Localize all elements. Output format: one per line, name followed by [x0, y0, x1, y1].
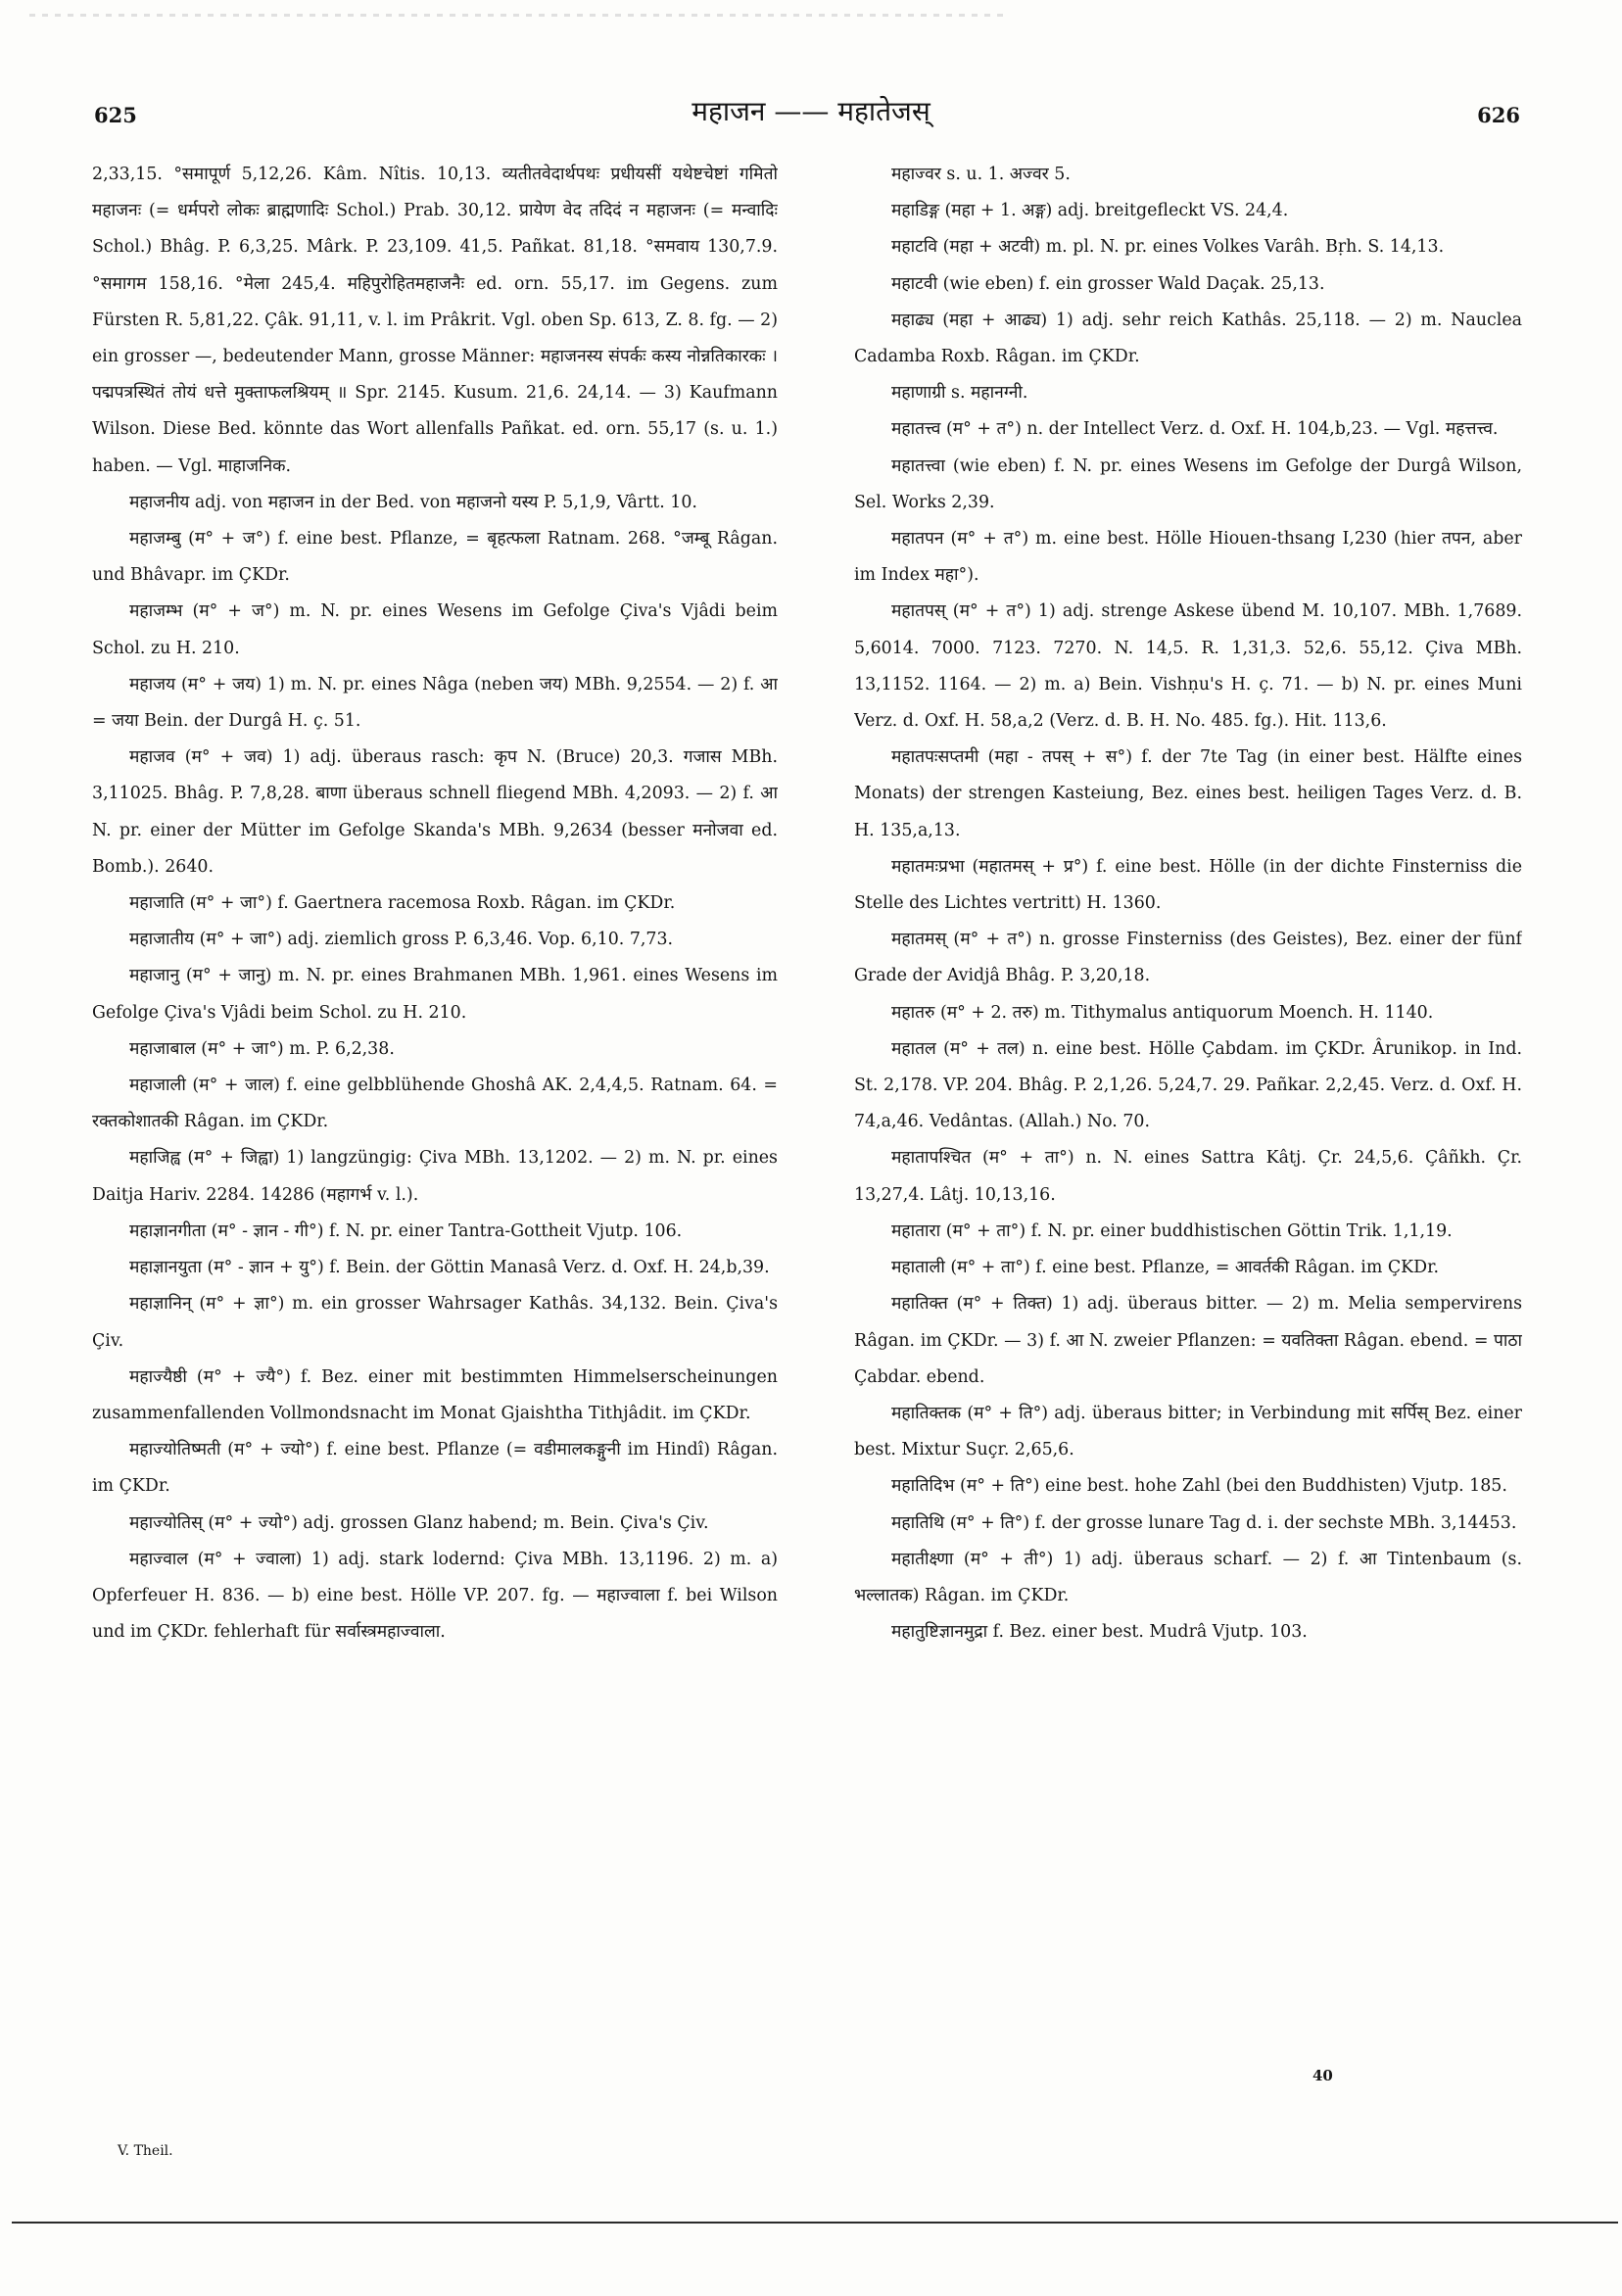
entry-continuation: 2,33,15. °समापूर्ण 5,12,26. Kâm. Nîtis. 10,13. व्यतीतवेदार्थपथः प्रधीयसीं यथेष्टचेष्टां गमितो महाजनः (= धर्मपरो लोकः ब्राह्मणादिः Schol.) Prab. 30,12. प्रायेण वेद तदिदं न महाजनः (= मन्वादिः Schol.) Bhâg. P. 6,3,25. Mârk. P. 23,109. 41,5. Pañkat. 81,18. °समवाय 130,7.9. °समागम 158,16. °मेला 245,4. महिपुरोहितमहाजनैः ed. orn. 55,17. im Gegens. zum Fürsten R. 5,81,22. Çâk. 91,11, v. l. im Prâkrit. Vgl. oben Sp. 613, Z. 8. fg. — 2) ein grosser —, bedeutender Mann, grosse Männer: महाजनस्य संपर्कः कस्य नोन्नतिकारकः । पद्मपत्रस्थितं तोयं धत्ते मुक्ताफलश्रियम् ॥ Spr. 2145. Kusum. 21,6. 24,14. — 3) Kaufmann Wilson. Diese Bed. könnte das Wort allenfalls Pañkat. ed. orn. 55,17 (s. u. 1.) haben. — Vgl. माहाजनिक.: [92, 165, 778, 476]
dictionary-entry: महाजनीय adj. von महाजन in der Bed. von महाजनो यस्य P. 5,1,9, Vârtt. 10.: [129, 492, 697, 512]
dictionary-entry: महातपन (म° + त°) m. eine best. Hölle Hiouen-thsang I,230 (hier तपन, aber im Index महा°).: [854, 529, 1522, 586]
page-number-right: 626: [1477, 103, 1520, 127]
dictionary-entry: महातिक्त (म° + तिक्त) 1) adj. überaus bitter. — 2) m. Melia sempervirens Râgan. im ÇKDr. — 3) f. आ N. zweier Pflanzen: = यवतिक्ता Râgan. ebend. = पाठा Çabdar. ebend.: [854, 1294, 1522, 1387]
dictionary-entry: महातमस् (म° + त°) n. grosse Finsterniss (des Geistes), Bez. einer der fünf Grade der Avidjâ Bhâg. P. 3,20,18.: [854, 930, 1522, 986]
dictionary-entry: महातिथि (म° + ति°) f. der grosse lunare Tag d. i. der sechste MBh. 3,14453.: [891, 1512, 1517, 1533]
dictionary-entry: महाज्योतिस् (म° + ज्यो°) adj. grossen Glanz habend; m. Bein. Çiva's Çiv.: [129, 1512, 709, 1533]
dictionary-entry: महाजय (म° + जय) 1) m. N. pr. eines Nâga (neben जय) MBh. 9,2554. — 2) f. आ = जया Bein. der Durgâ H. ç. 51.: [92, 674, 778, 732]
dictionary-entry: महाडिङ्ग (महा + 1. अङ्ग) adj. breitgefleckt VS. 24,4.: [891, 201, 1289, 221]
dictionary-entry: महाजव (म° + जव) 1) adj. überaus rasch: कृप N. (Bruce) 20,3. गजास MBh. 3,11025. Bhâg. P. 7,8,28. बाणा überaus schnell fliegend MBh. 4,2093. — 2) f. आ N. pr. einer der Mütter im Gefolge Skanda's MBh. 9,2634 (besser मनोजवा ed. Bomb.). 2640.: [92, 747, 778, 877]
dictionary-entry: महाजाली (म° + जाल) f. eine gelbblühende Ghoshâ AK. 2,4,4,5. Ratnam. 64. = रक्तकोशातकी Râgan. im ÇKDr.: [92, 1076, 778, 1132]
dictionary-entry: महातल (म° + तल) n. eine best. Hölle Çabdam. im ÇKDr. Ârunikop. in Ind. St. 2,178. VP. 204. Bhâg. P. 2,1,26. 5,24,7. 29. Pañkar. 2,2,45. Verz. d. Oxf. H. 74,a,46. Vedântas. (Allah.) No. 70.: [854, 1038, 1522, 1132]
dictionary-entry: महातिक्तक (म° + ति°) adj. überaus bitter; in Verbindung mit सर्पिस् Bez. einer best. Mixtur Suçr. 2,65,6.: [854, 1403, 1522, 1460]
dictionary-entry: महाटवी (wie eben) f. ein grosser Wald Daçak. 25,13.: [891, 273, 1325, 294]
dictionary-entry: महाजिह्व (म° + जिह्वा) 1) langzüngig: Çiva MBh. 13,1202. — 2) m. N. pr. eines Daitja Hariv. 2284. 14286 (महागर्भ v. l.).: [92, 1148, 778, 1205]
dictionary-entry: महाज्ञानगीता (म° - ज्ञान - गी°) f. N. pr. einer Tantra-Gottheit Vjutp. 106.: [129, 1220, 683, 1241]
dictionary-entry: महाज्यैष्ठी (म° + ज्यै°) f. Bez. einer mit bestimmten Himmelserscheinungen zusammenfallenden Vollmondsnacht im Monat Gjaishtha Tithjâdit. im ÇKDr.: [92, 1366, 778, 1423]
dictionary-entry: महातमःप्रभा (महातमस् + प्र°) f. eine best. Hölle (in der dichte Finsterniss die Stelle des Lichtes vertritt) H. 1360.: [854, 856, 1522, 914]
running-head: महाजन —— महातेजस्: [692, 95, 930, 127]
dictionary-entry: महातापश्चित (म° + ता°) n. N. eines Sattra Kâtj. Çr. 24,5,6. Çâñkh. Çr. 13,27,4. Lâtj. 10,13,16.: [854, 1148, 1522, 1205]
dictionary-entry: महाढ्य (महा + आढ्य) 1) adj. sehr reich Kathâs. 25,118. — 2) m. Nauclea Cadamba Roxb. Râgan. im ÇKDr.: [854, 310, 1522, 367]
dictionary-entry: महातारा (म° + ता°) f. N. pr. einer buddhistischen Göttin Trik. 1,1,19.: [891, 1220, 1453, 1241]
dictionary-entry: महाताली (म° + ता°) f. eine best. Pflanze, = आवर्तकी Râgan. im ÇKDr.: [891, 1258, 1440, 1278]
dictionary-entry: महातीक्ष्णा (म° + ती°) 1) adj. überaus scharf. — 2) f. आ Tintenbaum (s. भल्लातक) Râgan. im ÇKDr.: [854, 1549, 1522, 1605]
left-column: [92, 157, 778, 2106]
dictionary-entry: महातपस् (म° + त°) 1) adj. strenge Askese übend M. 10,107. MBh. 1,7689. 5,6014. 7000. 7123. 7270. N. 14,5. R. 1,31,3. 52,6. 55,12. Çiva MBh. 13,1152. 1164. — 2) m. a) Bein. Vishṇu's H. ç. 71. — b) N. pr. eines Muni Verz. d. Oxf. H. 58,a,2 (Verz. d. B. H. No. 485. fg.). Hit. 113,6.: [854, 601, 1522, 732]
dictionary-entry: महाज्वाल (म° + ज्वाला) 1) adj. stark lodernd: Çiva MBh. 13,1196. 2) m. a) Opferfeuer H. 836. — b) eine best. Hölle VP. 207. fg. — महाज्वाला f. bei Wilson und im ÇKDr. fehlerhaft für सर्वास्त्रमहाज्वाला.: [92, 1549, 778, 1643]
dictionary-entry: महाटवि (महा + अटवी) m. pl. N. pr. eines Volkes Varâh. Bṛh. S. 14,13.: [891, 237, 1445, 258]
dictionary-entry: महातत्त्वा (wie eben) f. N. pr. eines Wesens im Gefolge der Durgâ Wilson, Sel. Works 2,39.: [854, 455, 1522, 512]
dictionary-entry: महाजाबाल (म° + जा°) m. P. 6,2,38.: [129, 1038, 395, 1059]
dictionary-entry: महाज्ञानयुता (म° - ज्ञान + यु°) f. Bein. der Göttin Manasâ Verz. d. Oxf. H. 24,b,39.: [129, 1258, 770, 1278]
bottom-rule: [12, 2222, 1618, 2224]
dictionary-entry: महातत्त्व (म° + त°) n. der Intellect Verz. d. Oxf. H. 104,b,23. — Vgl. महत्तत्त्व.: [891, 419, 1499, 440]
page-number-left: 625: [94, 103, 137, 127]
dictionary-entry: महाज्वर s. u. 1. अज्वर 5.: [891, 165, 1071, 184]
printer-signature: 40: [1312, 2067, 1333, 2084]
dictionary-entry: महातपःसप्तमी (महा - तपस् + स°) f. der 7te Tag (in einer best. Hälfte eines Monats) der strengen Kasteiung, Bez. eines best. heiligen Tages Verz. d. B. H. 135,a,13.: [854, 747, 1522, 840]
scan-artifact: [29, 14, 1009, 17]
dictionary-entry: महाजम्भ (म° + ज°) m. N. pr. eines Wesens im Gefolge Çiva's Vjâdi beim Schol. zu H. 210.: [92, 601, 778, 658]
dictionary-entry: महातरु (म° + 2. तरु) m. Tithymalus antiquorum Moench. H. 1140.: [891, 1002, 1434, 1023]
dictionary-entry: महाजातीय (म° + जा°) adj. ziemlich gross P. 6,3,46. Vop. 6,10. 7,73.: [129, 930, 674, 950]
right-column: [854, 157, 1522, 2047]
dictionary-entry: महाणाग्री s. महानग्नी.: [891, 383, 1028, 404]
dictionary-entry: महातिदिभ (म° + ति°) eine best. hohe Zahl (bei den Buddhisten) Vjutp. 185.: [891, 1476, 1507, 1497]
volume-note: V. Theil.: [118, 2143, 173, 2159]
dictionary-entry: महाजम्बु (म° + ज°) f. eine best. Pflanze, = बृहत्फला Ratnam. 268. °जम्बू Râgan. und Bhâvapr. im ÇKDr.: [92, 529, 778, 586]
dictionary-entry: महाजाति (म° + जा°) f. Gaertnera racemosa Roxb. Râgan. im ÇKDr.: [129, 893, 676, 914]
dictionary-entry: महाज्ञानिन् (म° + ज्ञा°) m. ein grosser Wahrsager Kathâs. 34,132. Bein. Çiva's Çiv.: [92, 1294, 778, 1351]
dictionary-entry: महाज्योतिष्मती (म° + ज्यो°) f. eine best. Pflanze (= वडीमालकङ्गुनी im Hindî) Râgan. im ÇKDr.: [92, 1440, 778, 1497]
dictionary-entry: महातुष्टिज्ञानमुद्रा f. Bez. einer best. Mudrâ Vjutp. 103.: [891, 1622, 1308, 1643]
dictionary-entry: महाजानु (म° + जानु) m. N. pr. eines Brahmanen MBh. 1,961. eines Wesens im Gefolge Çiva's Vjâdi beim Schol. zu H. 210.: [92, 966, 778, 1023]
